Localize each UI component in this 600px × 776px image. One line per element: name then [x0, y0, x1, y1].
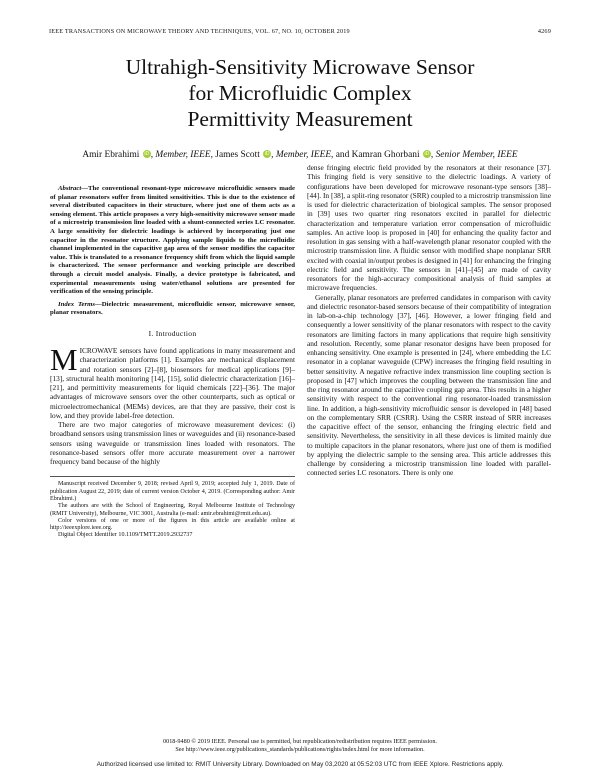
author-1-name: Amir Ebrahimi [82, 150, 140, 160]
intro-paragraph-1 [50, 342, 295, 420]
copyright-line: 0018-9480 © 2019 IEEE. Personal use is permitted, but republication/redistribution requires IEEE permission. [163, 738, 437, 745]
orcid-icon[interactable]: iD [264, 151, 270, 157]
right-paragraph-2: Generally, planar resonators are preferred candidates in comparison with cavity and dielectric resonator-based sensors because of their compatibility of integration in lab-on-a-chip technology [37], [46]. However, a lower fringing field and consequently a lower sensitivity of the planar resonators with respect to the cavity resonators are limiting factors in many applications that require high sensitivity and resolution. Recently, some planar resonator designs have been proposed for enhancing sensitivity. One example is presented in [24], where embedding the LC resonator in a coplanar waveguide (CPW) increases the fringing field resulting in better sensitivity. A negative refractive index transmission line coupling section is proposed in [47] which improves the coupling between the transmission line and the ring resonator around the capacitive coupling gap area. This results in a higher sensitivity with respect to the conventional ring resonator-loaded transmission line. In addition, a high-sensitivity microfluidic sensor is developed in [48] based on the complementary SRR (CSRR). Using the CSRR instead of SRR increases the capacitive effect of the sensor, enhancing the fringing electric field and sensitivity. Nevertheless, the sensitivity in all these devices is limited mainly due to multiple capacitors in the planar resonators, where just one of them is modified by applying the dielectric sample to the sensing area. This article addresses this challenge by considering a microstrip transmission line loaded with parallel-connected series LC resonators. There is only one [307, 292, 551, 478]
page-number: 4269 [537, 28, 551, 35]
right-paragraph-1: dense fringing electric field provided by the resonators at their resonance [37]. This fringing field is very sensitive to the dielectric loadings. A variety of configurations have been developed for microwave resonant-type sensors [38]–[44]. In [38], a split-ring resonator (SRR) coupled to a microstrip transmission line is used for dielectric characterization of biological samples. The sensor proposed in [39] uses two quarter ring resonators excited in parallel for dielectric characterization and temperature variation error compensation of microfluidic samples. An active loop is proposed in [40] for enhancing the quality factor and resolution in gas sensing with a half-wavelength planar resonator coupled with the microstrip transmission line. A fluidic sensor with modified shape nonplanar SRR excited with coaxial in/output probes is designed in [41] for enhancing the fringing electric field and sensitivity. The sensors in [41]–[45] are made of cavity resonators for the high-accuracy compositional analysis of fluid samples at microwave frequencies. [307, 163, 551, 293]
left-column [50, 185, 295, 540]
orcid-icon[interactable]: iD [424, 151, 430, 157]
journal-header: IEEE TRANSACTIONS ON MICROWAVE THEORY AND TECHNIQUES, VOL. 67, NO. 10, OCTOBER 2019 [49, 28, 350, 35]
title-line-2: for Microfluidic Complex [188, 81, 412, 105]
author-conjunction: and [335, 150, 350, 160]
footnote-color: Color versions of one or more of the figures in this article are available online at http://ieeexplore.ieee.org. [50, 517, 295, 532]
footnote-doi: Digital Object Identifier 10.1109/TMTT.2019.2932737 [58, 532, 193, 539]
author-list: Amir Ebrahimi iD , Member, IEEE, James Scott iD , Member, IEEE, and Kamran Ghorbani iD , Senior Member, IEEE [82, 150, 518, 160]
orcid-icon[interactable]: iD [144, 151, 150, 157]
abstract-text: The conventional resonant-type microwave microfluidic sensors made of planar resonators suffer from limited sensitivities. This is due to the existence of several distributed capacitors in their structure, where just one of them acts as a sensing element. This article proposes a very high-sensitivity microwave sensor made of a microstrip transmission line loaded with a shunt-connected series LC resonator. A large sensitivity for dielectric loadings is achieved by incorporating just one capacitor in the resonator structure. Applying sample liquids to the microfluidic channel implemented in the capacitive gap area of the sensor modifies the capacitor value. This is translated to a resonance frequency shift from which the liquid sample is characterized. The sensor performance and working principle are described through a circuit model analysis. Finally, a device prototype is fabricated, and experimental measurements using water/ethanol solutions are presented for verification of the sensing principle. [50, 185, 295, 296]
rights-link-line[interactable]: See http://www.ieee.org/publications_standards/publications/rights/index.html for more information. [175, 746, 425, 753]
intro-paragraph-2: There are two major categories of microwave measurement devices: (i) broadband sensors using transmission lines or waveguides and (ii) resonance-based sensors using waveguide or transmission lines loaded with resonators. The resonance-based sensors offer more accurate measurement over a narrower frequency band because of the highly [50, 420, 295, 467]
license-notice: Authorized licensed use limited to: RMIT University Library. Downloaded on May 03,2020 at 05:52:03 UTC from IEEE Xplore. Restrictions apply. [96, 761, 504, 768]
index-terms-text: Dielectric measurement, microfluidic sensor, microwave sensor, planar resonators. [50, 300, 295, 317]
index-terms: Index Terms—Dielectric measurement, microfluidic sensor, microwave sensor, planar resonators. [50, 300, 295, 317]
footnotes [50, 476, 295, 539]
section-heading: I. Introduction [148, 328, 197, 338]
intro-text-1: ICROWAVE sensors have found applications in many measurement and characterization platforms [1]. Examples are mechanical displacement and rotation sensors [2]–[8], biosensors for medical applications [9]–[13], structural health monitoring [14], [15], solid dielectric characterization [16]–[21], and permittivity measurements for liquid chemicals [22]–[36]. The major advantages of microwave sensors over the other counterparts, such as optical or microelectromechanical (MEMs) devices, are that they are passive, their cost is low, and they provide label-free detection. [50, 346, 295, 420]
abstract: Abstract—The conventional resonant-type microwave microfluidic sensors made of planar resonators suffer from limited sensitivities. This is due to the existence of several distributed capacitors in their structure, where just one of them acts as a sensing element. This article proposes a very high-sensitivity microwave sensor made of a microstrip transmission line loaded with a shunt-connected series LC resonator. A large sensitivity for dielectric loadings is achieved by incorporating just one capacitor in the resonator structure. Applying sample liquids to the microfluidic channel implemented in the capacitive gap area of the sensor modifies the capacitor value. This is translated to a resonance frequency shift from which the liquid sample is characterized. The sensor performance and working principle are described through a circuit model analysis. Finally, a device prototype is fabricated, and experimental measurements using water/ethanol solutions are presented for verification of the sensing principle. [50, 185, 295, 296]
footnote-affiliation: The authors are with the School of Engineering, Royal Melbourne Institute of Technology (RMIT University), Melbourne, VIC 3001, Australia (e-mail: amir.ebrahimi@rmit.edu.au). [50, 503, 295, 517]
drop-cap: M [50, 342, 78, 378]
copyright-footer [0, 738, 600, 754]
author-1-role: Member, IEEE [155, 150, 211, 160]
abstract-label: Abstract [58, 185, 82, 192]
running-head [49, 28, 551, 35]
author-2-role: Member, IEEE [275, 150, 332, 160]
author-2-name: James Scott [215, 150, 260, 160]
index-terms-label: Index Terms [58, 300, 96, 308]
author-3-name: Kamran Ghorbani [351, 150, 420, 160]
paper-title [0, 54, 600, 132]
right-column [307, 163, 551, 478]
title-line-3: Permittivity Measurement [187, 107, 413, 131]
title-line-1: Ultrahigh-Sensitivity Microwave Sensor [125, 55, 475, 79]
footnote-manuscript: Manuscript received December 9, 2018; revised April 9, 2019; accepted July 1, 2019. Date of publication August 22, 2019; date of current version October 4, 2019. (Corresponding author: Amir Ebrahimi.) [50, 481, 295, 502]
author-3-role: Senior Member, IEEE [435, 150, 518, 160]
